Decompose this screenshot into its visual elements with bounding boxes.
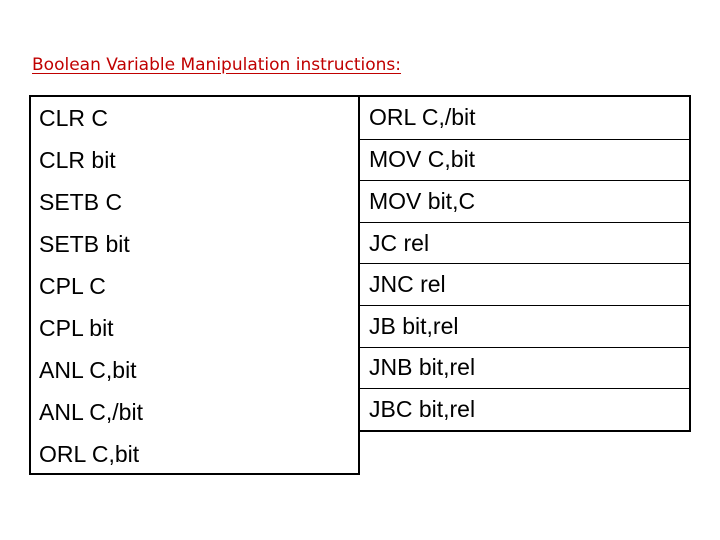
instruction-table-right-column [358, 95, 691, 432]
instruction-table-left-column [29, 95, 360, 475]
instruction-cell: ORL C,/bit [369, 104, 476, 131]
instruction-cell: JNB bit,rel [360, 347, 689, 389]
instruction-cell: MOV C,bit [360, 139, 689, 181]
slide-title: Boolean Variable Manipulation instructions: [32, 55, 402, 75]
instruction-cell: JNC rel [360, 263, 689, 305]
instruction-cell: JC rel [360, 222, 689, 264]
instruction-cell: CPL bit [39, 314, 114, 341]
instruction-cell: ORL C,bit [39, 440, 140, 467]
instruction-cell: SETB bit [39, 230, 130, 257]
instruction-cell: SETB C [39, 188, 123, 215]
instruction-cell: CLR C [39, 104, 109, 131]
instruction-cell: CLR bit [39, 146, 116, 173]
instruction-cell: ANL C,/bit [39, 398, 143, 425]
instruction-cell: JBC bit,rel [360, 388, 689, 430]
instruction-cell: JB bit,rel [360, 305, 689, 347]
instruction-cell: ANL C,bit [39, 356, 137, 383]
instruction-cell: MOV bit,C [360, 180, 689, 222]
instruction-cell: CPL C [39, 272, 106, 299]
